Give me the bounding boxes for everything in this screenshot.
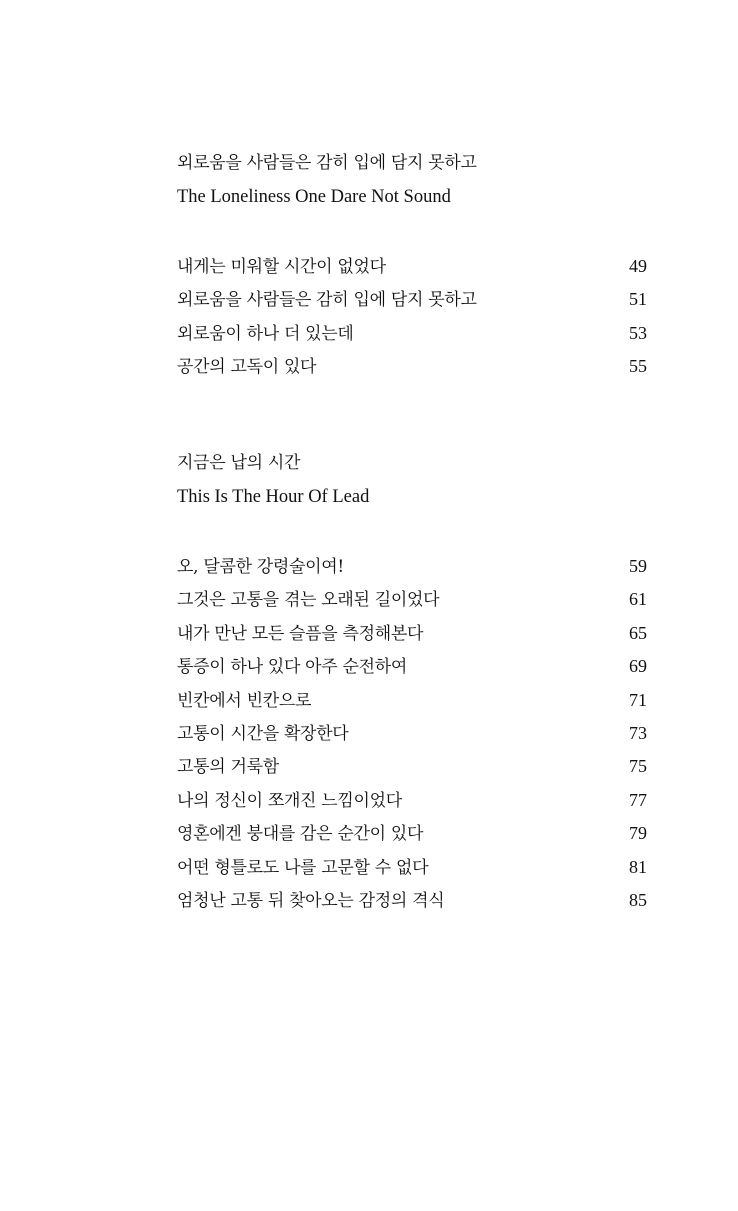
toc-entry[interactable] bbox=[177, 317, 647, 350]
toc-entry-title: 나의 정신이 쪼개진 느낌이었다 bbox=[177, 790, 402, 811]
toc-entry[interactable] bbox=[177, 283, 647, 316]
toc-entry-page: 85 bbox=[629, 889, 647, 910]
toc-entry-title: 빈칸에서 빈칸으로 bbox=[177, 690, 312, 711]
toc-entry-title: 고통의 거룩함 bbox=[177, 757, 279, 778]
toc-entry[interactable] bbox=[177, 617, 647, 650]
toc-entry[interactable] bbox=[177, 350, 647, 383]
toc-entry-title: 고통이 시간을 확장한다 bbox=[177, 723, 349, 744]
toc-entry[interactable] bbox=[177, 817, 647, 850]
toc-entry-page: 79 bbox=[629, 823, 647, 844]
toc-entry[interactable] bbox=[177, 717, 647, 750]
toc-entry-page: 49 bbox=[629, 256, 647, 276]
toc-entry[interactable] bbox=[177, 550, 647, 583]
toc-entry-page: 71 bbox=[629, 689, 647, 710]
toc-entry-page: 65 bbox=[629, 622, 647, 643]
section-title-english: The Loneliness One Dare Not Sound bbox=[177, 187, 451, 207]
section-title-korean: 지금은 납의 시간 bbox=[177, 453, 301, 473]
toc-entry-page: 75 bbox=[629, 756, 647, 777]
toc-entry-title: 통증이 하나 있다 아주 순전하여 bbox=[177, 657, 408, 678]
section-title-english: This Is The Hour Of Lead bbox=[177, 487, 370, 507]
toc-section bbox=[177, 150, 647, 384]
toc-entry-title: 외로움이 하나 더 있는데 bbox=[177, 323, 354, 344]
toc-entry-title: 오, 달콤한 강령술이여! bbox=[177, 557, 344, 577]
toc-entry-title: 그것은 고통을 겪는 오래된 길이었다 bbox=[177, 590, 440, 611]
toc-entry[interactable] bbox=[177, 583, 647, 616]
toc-entry-title: 공간의 고독이 있다 bbox=[177, 357, 317, 378]
toc-entry[interactable] bbox=[177, 250, 647, 283]
toc-entry-title: 엄청난 고통 뒤 찾아오는 감정의 격식 bbox=[177, 890, 445, 911]
toc-entry[interactable] bbox=[177, 784, 647, 817]
toc-list bbox=[177, 550, 647, 917]
toc-entry-page: 53 bbox=[629, 322, 647, 343]
toc-entry[interactable] bbox=[177, 884, 647, 917]
toc-entry-page: 55 bbox=[629, 356, 647, 377]
toc-entry[interactable] bbox=[177, 650, 647, 683]
toc-entry[interactable] bbox=[177, 851, 647, 884]
toc-entry-page: 51 bbox=[629, 289, 647, 310]
toc-entry-page: 77 bbox=[629, 789, 647, 810]
toc-entry-title: 어떤 형틀로도 나를 고문할 수 없다 bbox=[177, 857, 429, 878]
toc-entry-title: 영혼에겐 붕대를 감은 순간이 있다 bbox=[177, 824, 424, 845]
toc-section bbox=[177, 450, 647, 917]
toc-entry[interactable] bbox=[177, 750, 647, 783]
toc-entry-page: 69 bbox=[629, 656, 647, 677]
toc-entry-title: 외로움을 사람들은 감히 입에 담지 못하고 bbox=[177, 290, 477, 311]
toc-entry[interactable] bbox=[177, 684, 647, 717]
toc-entry-title: 내게는 미워할 시간이 없었다 bbox=[177, 257, 386, 277]
toc-entry-page: 81 bbox=[629, 856, 647, 877]
toc-entry-page: 73 bbox=[629, 722, 647, 743]
toc-entry-page: 61 bbox=[629, 589, 647, 610]
toc-list bbox=[177, 250, 647, 384]
toc-entry-title: 내가 만난 모든 슬픔을 측정해본다 bbox=[177, 623, 424, 644]
section-title-korean: 외로움을 사람들은 감히 입에 담지 못하고 bbox=[177, 153, 477, 173]
toc-entry-page: 59 bbox=[629, 556, 647, 576]
